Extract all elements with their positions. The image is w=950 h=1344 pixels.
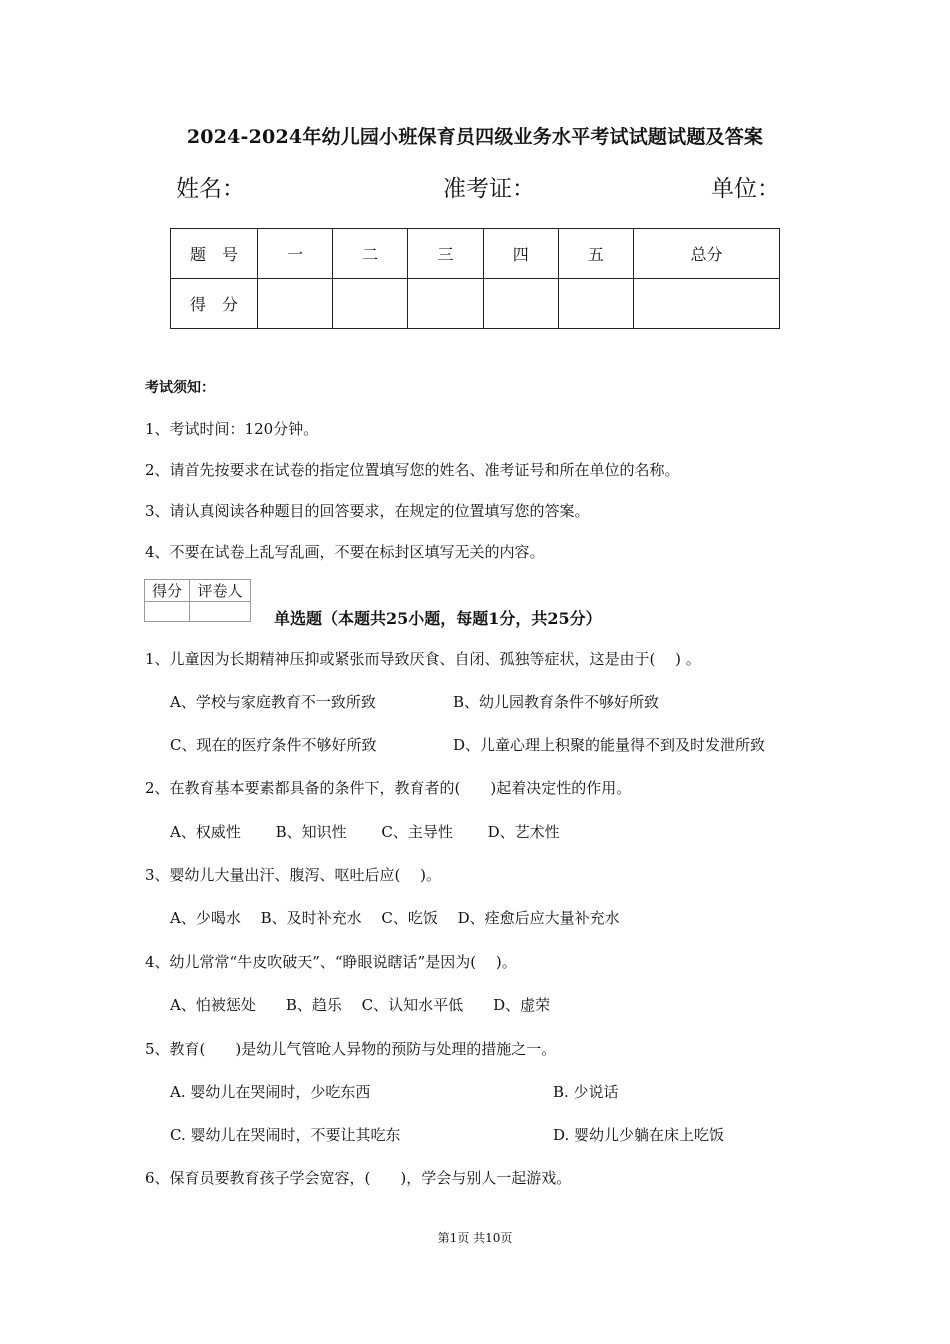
question-1-option-b: B、幼儿园教育条件不够好所致: [453, 693, 660, 711]
question-2: 2、在教育基本要素都具备的条件下，教育者的( )起着决定性的作用。: [145, 779, 632, 797]
score-table-header-cell: 二: [333, 229, 408, 279]
notice-item: 2、请首先按要求在试卷的指定位置填写您的姓名、准考证号和所在单位的名称。: [145, 461, 680, 479]
grader-score-cell[interactable]: [145, 602, 190, 622]
score-table-header-cell: 三: [408, 229, 483, 279]
section-title: 单选题（本题共25小题，每题1分，共25分）: [274, 609, 602, 628]
question-5: 5、教育( )是幼儿气管呛人异物的预防与处理的措施之一。: [145, 1040, 557, 1058]
grader-reviewer-cell[interactable]: [190, 602, 251, 622]
page-footer: 第1页 共10页: [437, 1231, 513, 1245]
question-1: 1、儿童因为长期精神压抑或紧张而导致厌食、自闭、孤独等症状，这是由于( ) 。: [145, 650, 701, 668]
score-cell[interactable]: [258, 279, 333, 329]
score-table-header-cell: 总分: [634, 229, 780, 279]
question-4: 4、幼儿常常“牛皮吹破天”、“睁眼说瞎话”是因为( )。: [145, 953, 517, 971]
question-5-option-d: D. 婴幼儿少躺在床上吃饭: [553, 1126, 725, 1144]
score-cell[interactable]: [634, 279, 780, 329]
score-table-header-label: 题 号: [171, 229, 258, 279]
question-5-option-a: A. 婴幼儿在哭闹时，少吃东西: [170, 1083, 371, 1101]
unit-field-label: 单位：: [711, 176, 780, 202]
score-cell[interactable]: [408, 279, 483, 329]
question-2-options: A、权威性 B、知识性 C、主导性 D、艺术性: [170, 823, 560, 841]
grader-score-label: 得分: [145, 580, 190, 602]
score-table-header-cell: 四: [483, 229, 558, 279]
question-1-option-c: C、现在的医疗条件不够好所致: [170, 736, 377, 754]
notice-item: 3、请认真阅读各种题目的回答要求，在规定的位置填写您的答案。: [145, 502, 590, 520]
score-table-header-cell: 五: [558, 229, 633, 279]
question-3: 3、婴幼儿大量出汗、腹泻、呕吐后应( )。: [145, 866, 442, 884]
score-cell[interactable]: [333, 279, 408, 329]
score-table-header-row: [171, 229, 780, 279]
question-1-option-d: D、儿童心理上积聚的能量得不到及时发泄所致: [453, 736, 766, 754]
score-table-header-cell: 一: [258, 229, 333, 279]
question-3-options: A、少喝水 B、及时补充水 C、吃饭 D、痊愈后应大量补充水: [170, 909, 620, 927]
grader-reviewer-label: 评卷人: [190, 580, 251, 602]
score-table: [170, 228, 780, 329]
name-field-label: 姓名：: [176, 176, 245, 202]
score-table-score-row: [171, 279, 780, 329]
grader-table: [144, 579, 251, 622]
score-cell[interactable]: [558, 279, 633, 329]
question-1-option-a: A、学校与家庭教育不一致所致: [170, 693, 376, 711]
notice-heading: 考试须知：: [145, 380, 215, 396]
notice-item: 4、不要在试卷上乱写乱画，不要在标封区填写无关的内容。: [145, 543, 545, 561]
score-table-score-label: 得 分: [171, 279, 258, 329]
page-title: 2024-2024年幼儿园小班保育员四级业务水平考试试题试题及答案: [186, 126, 764, 148]
score-cell[interactable]: [483, 279, 558, 329]
question-6: 6、保育员要教育孩子学会宽容，( )，学会与别人一起游戏。: [145, 1169, 572, 1187]
question-4-options: A、怕被惩处 B、趋乐 C、认知水平低 D、虚荣: [170, 996, 551, 1014]
exam-id-field-label: 准考证：: [443, 176, 535, 202]
question-5-option-b: B. 少说话: [553, 1083, 619, 1101]
question-5-option-c: C. 婴幼儿在哭闹时，不要让其吃东: [170, 1126, 401, 1144]
notice-item: 1、考试时间：120分钟。: [145, 420, 319, 438]
